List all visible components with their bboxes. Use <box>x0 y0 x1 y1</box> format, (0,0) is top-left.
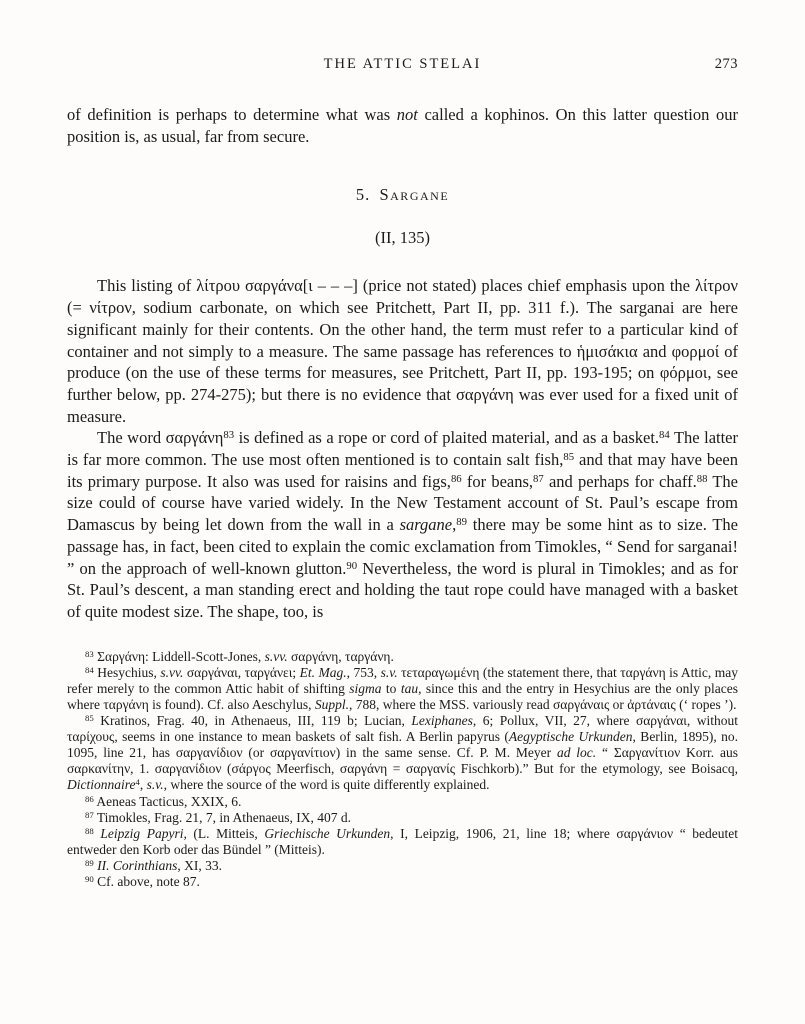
paragraph: The word σαργάνη$^{83}$ is defined as a rope or cord of plaited material, and as a basket.$^{84}$ The latter is far more common. The use most often mentioned is to contain salt fish,$^{85}$ and that may have been its primary purpose. It also was used for raisins and figs,$^{86}$ for beans,$^{87}$ and perhaps for chaff.$^{88}$ The size could of course have varied widely. In the New Testament account of St. Paul’s escape from Damascus by being let down from the wall in a sargane,$^{89}$ there may be some hint as to size. The passage has, in fact, been cited to explain the comic exclamation from Timokles, “ Send for sarganai! ” on the approach of well-known glutton.$^{90}$ Nevertheless, the word is plural in Timokles; and as for St. Paul’s descent, a man standing erect and holding the taut rope could have managed with a basket of quite modest size. The shape, too, is <box>67 428 739 621</box>
page-header <box>67 56 738 74</box>
footnote-85: $^{85}$ Kratinos, Frag. 40, in Athenaeus, III, 119 b; Lucian, Lexiphanes, 6; Pollux, VII, 27, where σαργάναι, without ταρίχους, seems in one instance to mean baskets of salt fish. A Berlin papyrus (Aegyptische Urkunden, Berlin, 1895), no. 1095, line 21, has σαργανίδιον (or σαργανίτιον) in the same sense. Cf. P. M. Meyer ad loc. “ Σαργανίτιον Korr. aus σαρκανίτην, 1. σαργανίδιον (σάργος Meerfisch, σαργάνη = σαργανίς Fischkorb).” But for the etymology, see Boisacq, Dictionnaire$^4$, s.v., where the source of the word is quite differently explained. <box>67 713 738 793</box>
paragraph: This listing of λίτρου σαργάνα[ι – – –] (price not stated) places chief emphasis upon the λίτρον (= νίτρον, sodium carbonate, on which see Pritchett, Part II, pp. 311 f.). The sarganai are here significant mainly for their contents. On the other hand, the term must refer to a particular kind of container and not simply to a measure. The same passage has references to ἡμισάκια and φορμοί of produce (on the use of these terms for measures, see Pritchett, Part II, pp. 193-195; on φόρμοι, see further below, pp. 274-275); but there is no evidence that σαργάνη was ever used for a fixed unit of measure. <box>67 276 738 426</box>
footnote-90: $^{90}$ Cf. above, note 87. <box>85 873 200 889</box>
footnote-83: $^{83}$ Σαργάνη: Liddell-Scott-Jones, s.vv. σαργάνη, ταργάνη. <box>85 648 394 664</box>
footnote-87: $^{87}$ Timokles, Frag. 21, 7, in Athenaeus, IX, 407 d. <box>85 809 352 825</box>
page-number: 273 <box>714 56 738 72</box>
footnote-86: $^{86}$ Aeneas Tacticus, XXIX, 6. <box>85 793 242 809</box>
running-head-title: THE ATTIC STELAI <box>323 56 482 72</box>
section-heading: 5. Sargane <box>355 185 450 205</box>
footnote-84: $^{84}$ Hesychius, s.vv. σαργάναι, ταργάνει; Et. Mag., 753, s.v. τεταραγωμένη (the statement there, that ταργάνη is Attic, may refer merely to the common Attic habit of shifting sigma to tau, since this and the entry in Hesychius are the only places where ταργάνη is found). Cf. also Aeschylus, Suppl., 788, where the MSS. variously read σαργάναις or ἀρτάναις (‘ ropes ’). <box>67 664 739 712</box>
paragraph-continuation: of definition is perhaps to determine what was not called a kophinos. On this latter question our position is, as usual, far from secure. <box>67 105 738 146</box>
footnote-88: $^{88}$ Leipzig Papyri, (L. Mitteis, Griechische Urkunden, I, Leipzig, 1906, 21, line 18; where σαργάνιον “ bedeutet entweder den Korb oder das Bündel ” (Mitteis). <box>67 825 739 857</box>
footnote-89: $^{89}$ II. Corinthians, XI, 33. <box>85 857 223 873</box>
footnotes-section <box>67 649 738 890</box>
section-subheading: (II, 135) <box>375 228 430 248</box>
